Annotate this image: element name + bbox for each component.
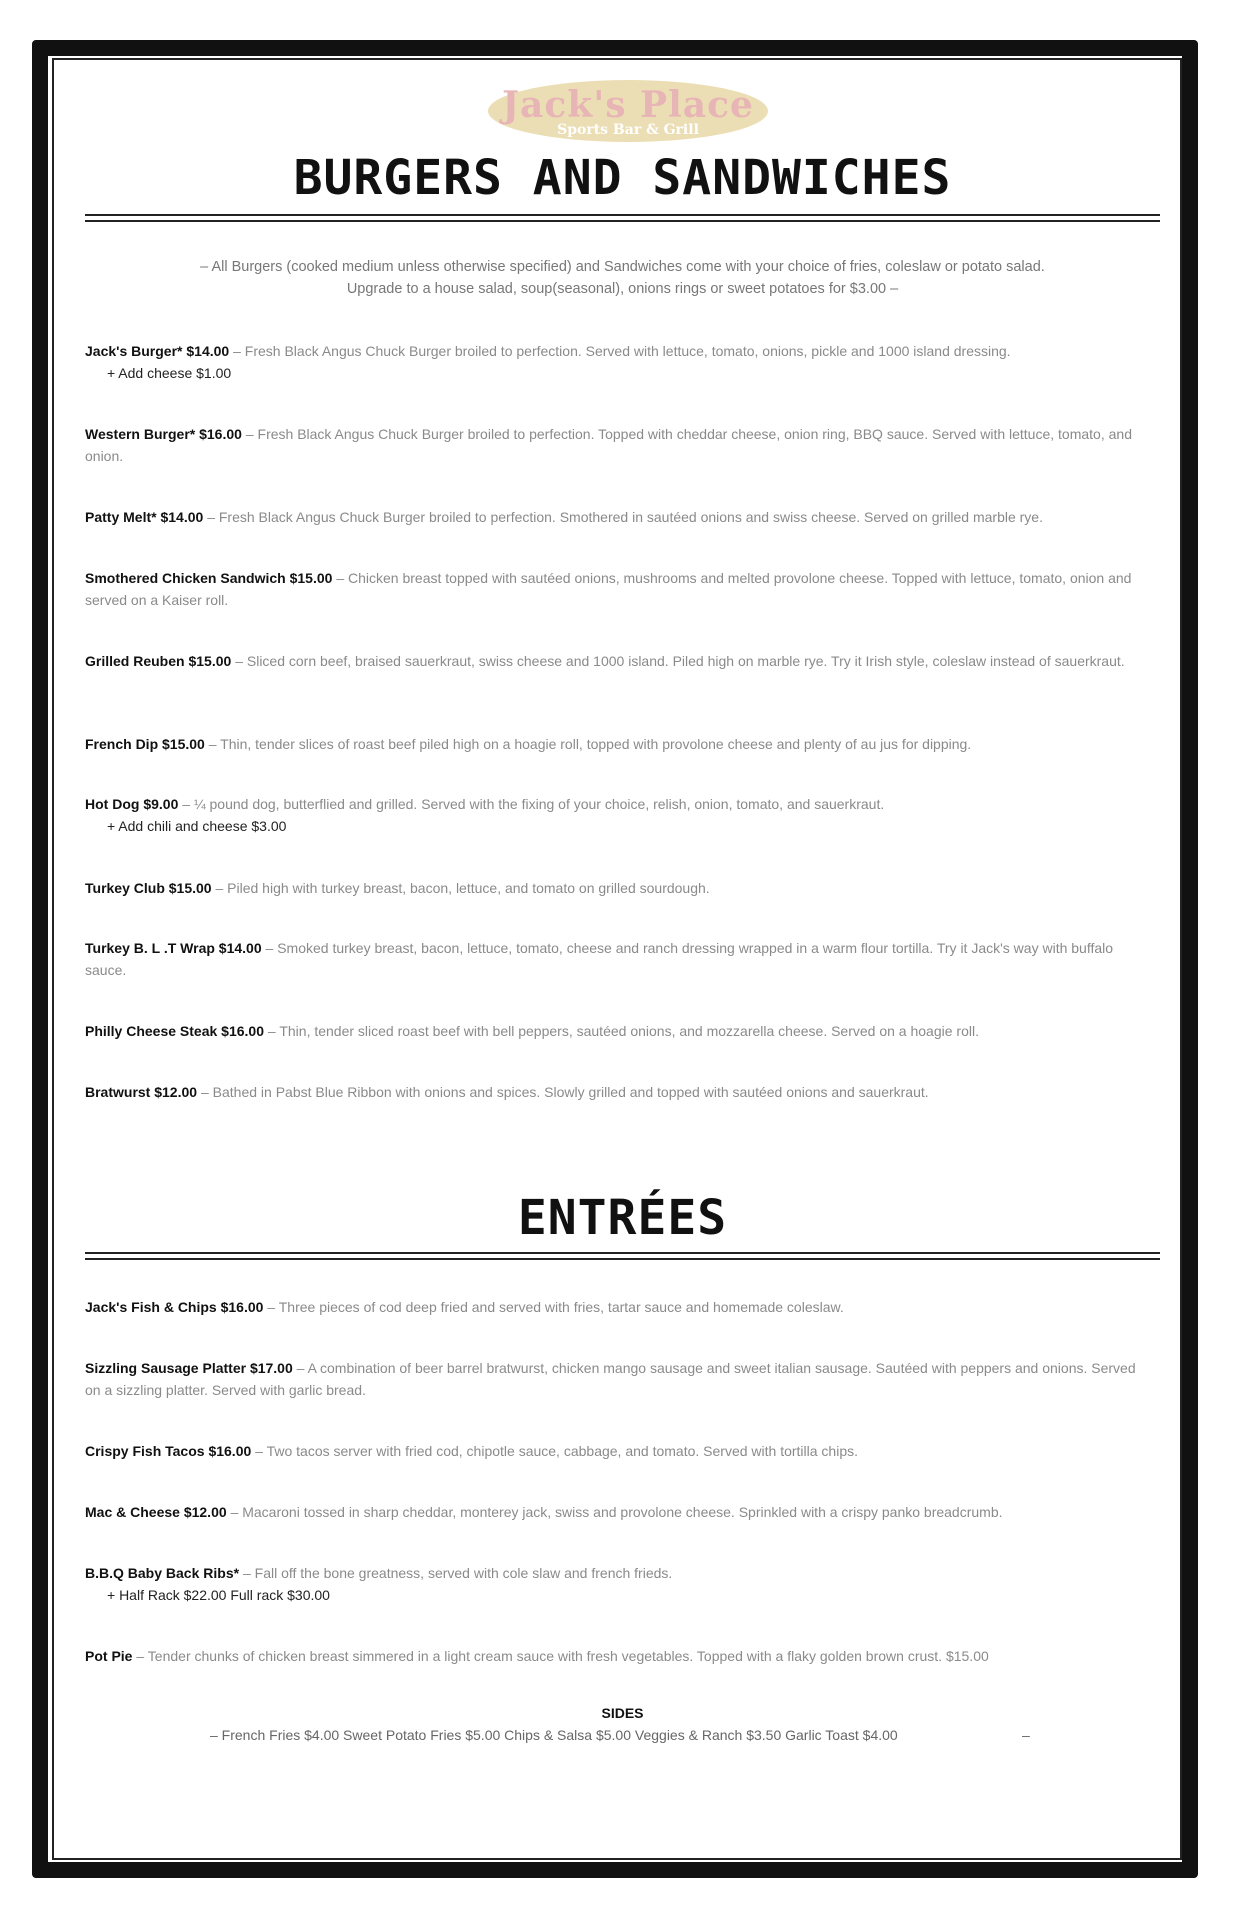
sides-list: – French Fries $4.00 Sweet Potato Fries $5.00 Chips & Salsa $5.00 Veggies & Ranch $3.50 Garlic Toast $4.00: [210, 1727, 898, 1743]
section-title-entrees: ENTRÉES: [517, 1190, 728, 1246]
item-name: Grilled Reuben $15.00: [85, 653, 232, 669]
item-name: B.B.Q Baby Back Ribs*: [85, 1565, 240, 1581]
item-name: Philly Cheese Steak $16.00: [85, 1023, 264, 1039]
item-name: Sizzling Sausage Platter $17.00: [85, 1360, 293, 1376]
divider: [85, 220, 1160, 222]
menu-item: B.B.Q Baby Back Ribs* – Fall off the bone greatness, served with cole slaw and french frieds.: [85, 1565, 673, 1581]
item-description: Fresh Black Angus Chuck Burger broiled to perfection. Topped with cheddar cheese, onion ring, BBQ sauce. Served with lettuce, tomato, and onion.: [85, 426, 1132, 464]
item-description: Chicken breast topped with sautéed onions, mushrooms and melted provolone cheese. Topped with lettuce, tomato, onion and served on a Kaiser roll.: [85, 570, 1132, 608]
menu-item: Western Burger* $16.00 – Fresh Black Angus Chuck Burger broiled to perfection. Topped with cheddar cheese, onion ring, BBQ sauce. Served with lettuce, tomato, and onion.: [85, 426, 1132, 464]
item-description: A combination of beer barrel bratwurst, chicken mango sausage and sweet italian sausage. Sautéed with peppers and onions. Served on a sizzling platter. Served with garlic bread.: [85, 1360, 1136, 1398]
item-description: Macaroni tossed in sharp cheddar, monterey jack, swiss and provolone cheese. Sprinkled with a crispy panko breadcrumb.: [242, 1504, 1003, 1520]
menu-item: Jack's Burger* $14.00 – Fresh Black Angus Chuck Burger broiled to perfection. Served with lettuce, tomato, onions, pickle and 1000 island dressing.: [85, 343, 1011, 359]
logo-tagline: Sports Bar & Grill: [557, 122, 699, 138]
item-description: Bathed in Pabst Blue Ribbon with onions and spices. Slowly grilled and topped with sautéed onions and sauerkraut.: [212, 1084, 929, 1100]
section-title-burgers: BURGERS AND SANDWICHES: [293, 150, 952, 206]
item-name: Pot Pie: [85, 1648, 133, 1664]
item-description: Smoked turkey breast, bacon, lettuce, tomato, cheese and ranch dressing wrapped in a warm flour tortilla. Try it Jack's way with buffalo sauce.: [85, 940, 1114, 978]
menu-item: Smothered Chicken Sandwich $15.00 – Chicken breast topped with sautéed onions, mushrooms and melted provolone cheese. Topped with lettuce, tomato, onion and served on a Kaiser roll.: [85, 570, 1132, 608]
menu-item: Jack's Fish & Chips $16.00 – Three pieces of cod deep fried and served with fries, tartar sauce and homemade coleslaw.: [85, 1299, 844, 1315]
menu-item: Patty Melt* $14.00 – Fresh Black Angus Chuck Burger broiled to perfection. Smothered in sautéed onions and swiss cheese. Served on grilled marble rye.: [85, 509, 1043, 525]
item-description: Fresh Black Angus Chuck Burger broiled to perfection. Served with lettuce, tomato, onions, pickle and 1000 island dressing.: [244, 343, 1011, 359]
menu-item: Turkey Club $15.00 – Piled high with turkey breast, bacon, lettuce, and tomato on grilled sourdough.: [85, 880, 710, 896]
item-name: Hot Dog $9.00: [85, 796, 179, 812]
menu-item: Sizzling Sausage Platter $17.00 – A combination of beer barrel bratwurst, chicken mango sausage and sweet italian sausage. Sautéed with peppers and onions. Served on a sizzling platter. Served with garlic bread.: [85, 1360, 1136, 1398]
burgers-intro-line-1: – All Burgers (cooked medium unless otherwise specified) and Sandwiches come with your choice of fries, coleslaw or potato salad.: [200, 259, 1045, 275]
menu-item: Mac & Cheese $12.00 – Macaroni tossed in sharp cheddar, monterey jack, swiss and provolone cheese. Sprinkled with a crispy panko breadcrumb.: [85, 1504, 1003, 1520]
logo-name: Jack's Place: [502, 84, 754, 126]
item-name: French Dip $15.00: [85, 736, 205, 752]
item-name: Turkey B. L .T Wrap $14.00: [85, 940, 262, 956]
item-description: ¼ pound dog, butterflied and grilled. Served with the fixing of your choice, relish, onion, tomato, and sauerkraut.: [193, 796, 885, 812]
item-name: Crispy Fish Tacos $16.00: [85, 1443, 252, 1459]
divider: [85, 1252, 1160, 1254]
item-name: Turkey Club $15.00: [85, 880, 212, 896]
menu-item: Bratwurst $12.00 – Bathed in Pabst Blue Ribbon with onions and spices. Slowly grilled and topped with sautéed onions and sauerkraut.: [85, 1084, 929, 1100]
item-description: Tender chunks of chicken breast simmered in a light cream sauce with fresh vegetables. Topped with a flaky golden brown crust. $15.00: [147, 1648, 989, 1664]
item-description: Thin, tender sliced roast beef with bell peppers, sautéed onions, and mozzarella cheese. Served on a hoagie roll.: [279, 1023, 979, 1039]
item-name: Western Burger* $16.00: [85, 426, 242, 442]
sides-trailing-dash: –: [1022, 1727, 1030, 1743]
menu-item: Hot Dog $9.00 – ¼ pound dog, butterflied and grilled. Served with the fixing of your choice, relish, onion, tomato, and sauerkraut.: [85, 796, 885, 812]
item-name: Patty Melt* $14.00: [85, 509, 204, 525]
sides-title: SIDES: [601, 1705, 644, 1721]
item-description: Fresh Black Angus Chuck Burger broiled to perfection. Smothered in sautéed onions and swiss cheese. Served on grilled marble rye.: [218, 509, 1043, 525]
item-name: Bratwurst $12.00: [85, 1084, 198, 1100]
item-name: Mac & Cheese $12.00: [85, 1504, 227, 1520]
menu-item: French Dip $15.00 – Thin, tender slices of roast beef piled high on a hoagie roll, topped with provolone cheese and plenty of au jus for dipping.: [85, 736, 972, 752]
menu-item: Pot Pie – Tender chunks of chicken breast simmered in a light cream sauce with fresh vegetables. Topped with a flaky golden brown crust. $15.00: [85, 1648, 989, 1664]
item-addon: + Add chili and cheese $3.00: [107, 818, 287, 834]
menu-item: Grilled Reuben $15.00 – Sliced corn beef, braised sauerkraut, swiss cheese and 1000 island. Piled high on marble rye. Try it Irish style, coleslaw instead of sauerkraut.: [85, 653, 1125, 669]
item-name: Smothered Chicken Sandwich $15.00: [85, 570, 333, 586]
item-name: Jack's Fish & Chips $16.00: [85, 1299, 264, 1315]
item-addon: + Add cheese $1.00: [107, 365, 232, 381]
item-description: Piled high with turkey breast, bacon, lettuce, and tomato on grilled sourdough.: [227, 880, 710, 896]
item-name: Jack's Burger* $14.00: [85, 343, 230, 359]
item-description: Three pieces of cod deep fried and served with fries, tartar sauce and homemade coleslaw.: [278, 1299, 844, 1315]
item-addon: + Half Rack $22.00 Full rack $30.00: [107, 1587, 330, 1603]
item-description: Sliced corn beef, braised sauerkraut, swiss cheese and 1000 island. Piled high on marble rye. Try it Irish style, coleslaw instead of sauerkraut.: [246, 653, 1125, 669]
item-description: Fall off the bone greatness, served with cole slaw and french frieds.: [254, 1565, 673, 1581]
burgers-intro-line-2: Upgrade to a house salad, soup(seasonal), onions rings or sweet potatoes for $3.00 –: [346, 281, 899, 297]
item-description: Two tacos server with fried cod, chipotle sauce, cabbage, and tomato. Served with tortilla chips.: [266, 1443, 859, 1459]
menu-item: Crispy Fish Tacos $16.00 – Two tacos server with fried cod, chipotle sauce, cabbage, and tomato. Served with tortilla chips.: [85, 1443, 859, 1459]
menu-item: Turkey B. L .T Wrap $14.00 – Smoked turkey breast, bacon, lettuce, tomato, cheese and ranch dressing wrapped in a warm flour tortilla. Try it Jack's way with buffalo sauce.: [85, 940, 1114, 978]
restaurant-logo: [488, 72, 768, 148]
menu-item: Philly Cheese Steak $16.00 – Thin, tender sliced roast beef with bell peppers, sautéed onions, and mozzarella cheese. Served on a hoagie roll.: [85, 1023, 979, 1039]
divider: [85, 214, 1160, 216]
divider: [85, 1258, 1160, 1260]
item-description: Thin, tender slices of roast beef piled high on a hoagie roll, topped with provolone cheese and plenty of au jus for dipping.: [220, 736, 972, 752]
